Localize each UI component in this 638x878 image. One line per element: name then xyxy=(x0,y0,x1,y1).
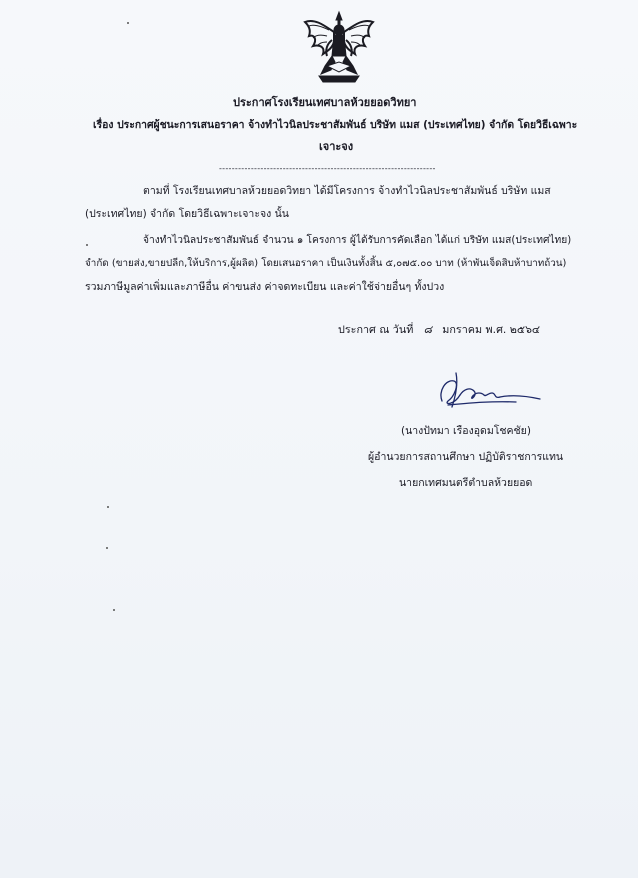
scan-speck xyxy=(107,506,109,508)
header-divider: -------------------------------------------------------------------- xyxy=(219,164,436,173)
date-day: ๘ xyxy=(423,323,432,336)
paragraph-2-line-3: รวมภาษีมูลค่าเพิ่มและภาษีอื่น ค่าขนส่ง ค่าจดทะเบียน และค่าใช้จ่ายอื่นๆ ทั้งปวง xyxy=(85,281,445,293)
announcement-title: ประกาศโรงเรียนเทศบาลห้วยยอดวิทยา xyxy=(233,96,417,109)
paragraph-2-line-1: จ้างทำไวนิลประชาสัมพันธ์ จำนวน ๑ โครงการ ผู้ได้รับการคัดเลือก ได้แก่ บริษัท แมส(ประเทศไทย) xyxy=(143,235,572,246)
signatory-position-1: ผู้อำนวยการสถานศึกษา ปฏิบัติราชการแทน xyxy=(368,451,564,463)
subject-line-2: เจาะจง xyxy=(319,140,354,153)
subject-line-1: เรื่อง ประกาศผู้ชนะการเสนอราคา จ้างทำไวนิลประชาสัมพันธ์ บริษัท แมส (ประเทศไทย) จำกัด โดยวิธีเฉพาะ xyxy=(93,119,578,131)
date-prefix: ประกาศ ณ วันที่ xyxy=(338,323,414,336)
scan-speck xyxy=(86,244,88,246)
scan-speck xyxy=(113,609,115,611)
scan-speck xyxy=(106,547,108,549)
signature-image xyxy=(430,365,550,415)
paragraph-1-line-2: (ประเทศไทย) จำกัด โดยวิธีเฉพาะเจาะจง นั้น xyxy=(85,208,289,220)
signatory-name: (นางปัทมา เรืองอุดมโชคชัย) xyxy=(401,425,531,437)
garuda-emblem xyxy=(299,8,379,88)
paragraph-1-line-1: ตามที่ โรงเรียนเทศบาลห้วยยอดวิทยา ได้มีโครงการ จ้างทำไวนิลประชาสัมพันธ์ บริษัท แมส xyxy=(143,185,551,197)
announcement-date xyxy=(338,323,540,337)
scan-speck xyxy=(127,22,129,24)
paragraph-2-line-2: จำกัด (ขายส่ง,ขายปลีก,ให้บริการ,ผู้ผลิต) โดยเสนอราคา เป็นเงินทั้งสิ้น ๕,๐๗๕.๐๐ บาท (ห้าพันเจ็ดสิบห้าบาทถ้วน) xyxy=(85,258,567,269)
date-suffix: มกราคม พ.ศ. ๒๕๖๔ xyxy=(442,323,541,336)
signatory-position-2: นายกเทศมนตรีตำบลห้วยยอด xyxy=(399,477,533,489)
